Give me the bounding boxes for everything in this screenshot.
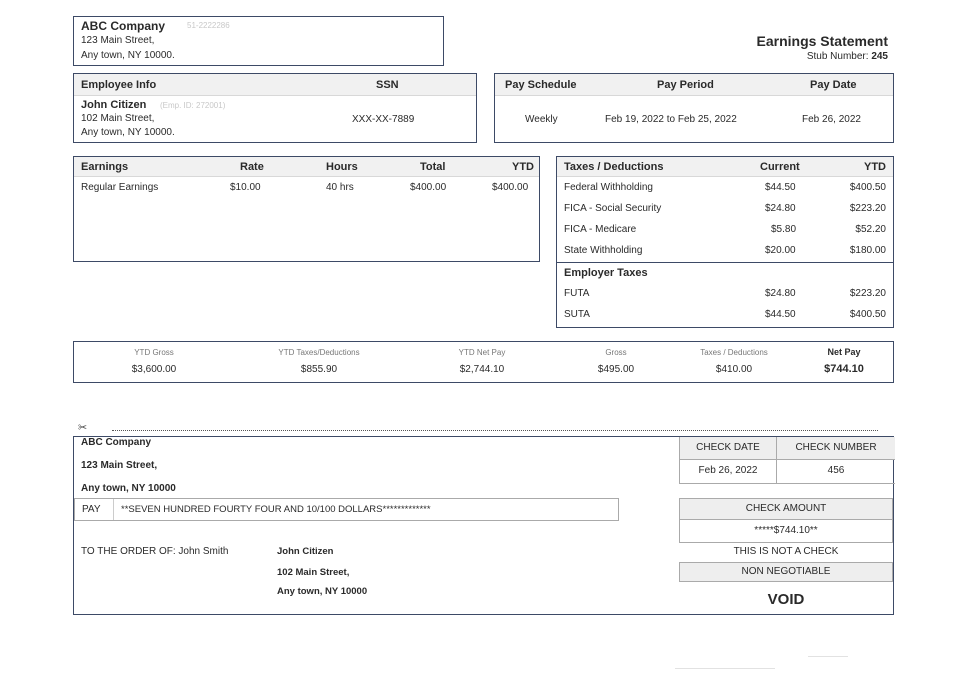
employee-street: 102 Main Street, [81,113,155,124]
scissors-icon: ✂ [78,422,88,434]
earnings-box [73,156,540,262]
tax-name: State Withholding [564,245,643,256]
tax-ytd: $223.20 [849,203,886,214]
check-box [73,436,894,615]
employee-box [73,73,477,143]
earnings-rate: $10.00 [230,182,261,193]
check-date-value-cell [680,460,777,484]
table-row [557,220,893,241]
summary-box [73,341,894,383]
pay-date-value: Feb 26, 2022 [802,114,861,125]
summary-label-taxes: Taxes / Deductions [700,348,768,357]
check-amount-label: CHECK AMOUNT [745,503,827,514]
ssn-header: SSN [376,79,399,91]
faint-line [808,656,848,657]
company-street: 123 Main Street, [81,35,155,46]
tax-name: FICA - Medicare [564,224,637,235]
tax-ytd: $52.20 [855,224,886,235]
company-box [73,16,444,66]
company-name: ABC Company [81,19,166,33]
check-date-value: Feb 26, 2022 [698,465,758,476]
earnings-col-hours: Hours [326,161,358,173]
table-row [74,178,539,199]
summary-value-taxes: $410.00 [715,364,753,375]
employer-divider [557,262,893,263]
earnings-type: Regular Earnings [81,182,159,193]
check-amount-value: *****$744.10** [754,525,818,536]
tax-current: $5.80 [771,224,797,235]
earnings-header [74,157,539,177]
order-label: TO THE ORDER OF: John Smith [81,546,229,557]
table-row [557,178,893,199]
taxes-col-name: Taxes / Deductions [564,161,664,173]
earnings-total: $400.00 [410,182,447,193]
pay-date-header: Pay Date [810,79,857,91]
check-company-name: ABC Company [81,437,152,448]
earnings-col-total: Total [420,161,446,173]
pay-schedule-box [494,73,894,143]
earnings-col-rate: Rate [240,161,264,173]
employer-tax-ytd: $223.20 [849,288,886,299]
check-company-street: 123 Main Street, [81,460,158,471]
check-company-city: Any town, NY 10000 [81,483,176,494]
employee-info-header: Employee Info [81,79,157,91]
employee-name: John Citizen [81,99,147,111]
faint-line [675,668,775,669]
tax-current: $20.00 [765,245,796,256]
taxes-col-ytd: YTD [864,161,886,173]
pay-amount-words: **SEVEN HUNDRED FOURTY FOUR AND 10/100 DOLLARS************* [121,504,431,515]
tax-current: $44.50 [765,182,796,193]
non-negotiable-cell [679,562,893,582]
employer-tax-name: FUTA [564,288,590,299]
summary-label-ytd-taxes: YTD Taxes/Deductions [278,348,360,357]
check-number-label-cell [777,437,895,460]
check-number-value-cell [777,460,895,484]
pay-period-header: Pay Period [657,79,714,91]
stub-number [807,51,888,62]
tax-current: $24.80 [765,203,796,214]
earnings-ytd: $400.00 [492,182,529,193]
employee-id: (Emp. ID: 272001) [160,101,226,110]
payee-city: Any town, NY 10000 [277,586,368,597]
employer-tax-current: $24.80 [765,288,796,299]
summary-label-ytd-net: YTD Net Pay [458,348,506,357]
tax-ytd: $400.50 [849,182,886,193]
earnings-hours: 40 hrs [326,182,354,193]
summary-label-ytd-gross: YTD Gross [134,348,174,357]
company-ein: 51-2222286 [187,21,230,30]
void-label: VOID [767,591,805,608]
table-row [557,241,893,262]
check-date-label: CHECK DATE [696,442,760,453]
pay-schedule-value: Weekly [525,114,558,125]
employer-tax-name: SUTA [564,309,590,320]
payee-street: 102 Main Street, [277,567,350,578]
company-city: Any town, NY 10000. [81,50,175,61]
summary-value-ytd-taxes: $855.90 [300,364,338,375]
pay-line [74,498,619,521]
employer-taxes-title: Employer Taxes [564,267,648,279]
table-row [557,305,893,326]
employee-city: Any town, NY 10000. [81,127,175,138]
check-date-label-cell [680,437,777,460]
summary-value-gross: $495.00 [597,364,635,375]
earnings-col-ytd: YTD [512,161,534,173]
pay-schedule-header: Pay Schedule [505,79,577,91]
statement-title: Earnings Statement [756,33,888,49]
tax-name: Federal Withholding [564,182,653,193]
taxes-col-current: Current [760,161,800,173]
tax-name: FICA - Social Security [564,203,662,214]
stub-label: Stub Number: [806,51,869,62]
non-negotiable: NON NEGOTIABLE [741,566,831,577]
summary-value-ytd-gross: $3,600.00 [131,364,177,375]
check-amount-label-cell [679,498,893,520]
payee-name: John Citizen [277,546,334,557]
check-amount-value-cell [679,520,893,543]
pay-divider [113,499,114,520]
check-date-number-panel [679,437,895,484]
stub-value: 245 [871,51,888,62]
employer-tax-current: $44.50 [765,309,796,320]
summary-value-ytd-net: $2,744.10 [459,364,505,375]
taxes-box [556,156,894,328]
summary-value-net-pay: $744.10 [824,363,864,375]
table-row [557,199,893,220]
table-row [557,284,893,305]
pay-period-value: Feb 19, 2022 to Feb 25, 2022 [605,114,737,125]
employer-tax-ytd: $400.50 [849,309,886,320]
summary-label-gross: Gross [605,348,627,357]
not-a-check: THIS IS NOT A CHECK [733,546,839,557]
check-number-value: 456 [827,465,845,476]
pay-label: PAY [82,504,101,515]
cut-line [112,430,878,431]
check-number-label: CHECK NUMBER [795,442,877,453]
earnings-col-earnings: Earnings [81,161,129,173]
employee-ssn: XXX-XX-7889 [352,114,415,125]
summary-label-net-pay: Net Pay [827,347,861,357]
tax-ytd: $180.00 [849,245,886,256]
